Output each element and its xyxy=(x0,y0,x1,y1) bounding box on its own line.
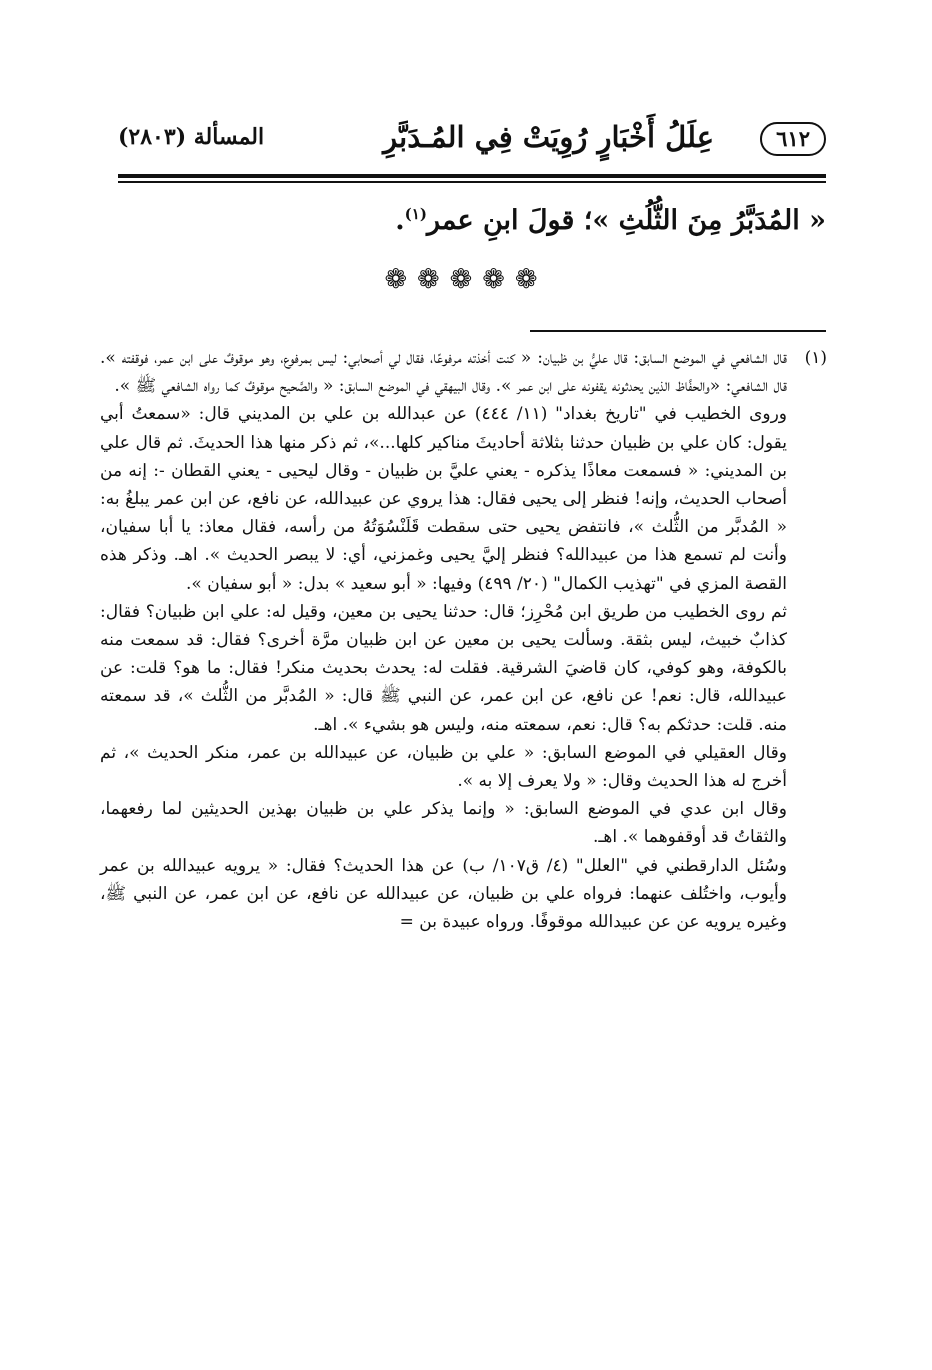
hadith-trailing: . xyxy=(395,205,405,236)
page-header xyxy=(118,118,826,168)
header-rule-thin xyxy=(118,181,826,183)
footnote-paragraph: وسُئل الدارقطني في "العلل" (٤/ ق١٠٧/ ب) عن هذا الحديث؟ فقال: « يرويه عبيدالله بن عمر وأيوب، واختُلف عنهما: فرواه علي بن ظبيان، عن عبيدالله عن نافع، عن ابن عمر، عن النبي ﷺ، وغيره يرويه عن عن عبيدالله موقوفًا. ورواه عبيدة بن = xyxy=(100,855,787,933)
footnote-row xyxy=(100,344,827,936)
book-title: عِلَلُ أَخْبَارٍ رُوِيَتْ فِي المُـدَبَّرِ xyxy=(383,120,714,154)
footnote-paragraph: وروى الخطيب في "تاريخ بغداد" (١١/ ٤٤٤) عن عبدالله بن علي بن المديني قال: «سمعتُ أبي يقول: كان علي بن ظبيان حدثنا بثلاثة أحاديثَ مناكير كلها...»، ثم ذكر منها هذا الحديثَ. ثم قال علي بن المديني: « فسمعت معاذًا يذكره - يعني عليَّ بن ظبيان - وقال ليحيى - يعني القطان -: إنه من أصحاب الحديث، وإنه! فنظر إلى يحيى فقال: هذا يروي عن عبيدالله، عن نافع، عن ابن عمر يبلغُ به: « المُدبَّر من الثُّلث »، فانتفض يحيى حتى سقطت قَلَنْسُوَتُهُ من رأسه، فقال معاذ: يا أبا سفيان، وأنت لم تسمع هذا من عبيدالله؟ فنظر إليَّ يحيى وغمزني، أي: لا يبصر الحديث ». اهـ. وذكر هذه القصة المزي في "تهذيب الكمال" (٢٠/ ٤٩٩) وفيها: « أبو سعيد » بدل: « أبو سفيان ». xyxy=(100,404,788,594)
footnote-rule xyxy=(530,330,826,332)
footnote-paragraph: قال الشافعي في الموضع السابق: قال عليُّ بن ظبيان: « كنت أخذته مرفوعًا، فقال لي أصحابي: ليس بمرفوع، وهو موقوفٌ على ابن عمر، فوقفته ». قال الشافعي: «والحفَّاظ الذين يحدثونه يقفونه على ابن عمر ». وقال البيهقي في الموضع السابق: « والصَّحيح موقوفٌ كما رواه الشافعي ﷺ ». xyxy=(100,348,787,397)
hadith-text-line xyxy=(116,192,826,243)
header-rule-thick xyxy=(118,174,826,178)
ornament-divider: ❁❁❁❁❁ xyxy=(384,264,548,295)
footnote-paragraph: ثم روى الخطيب من طريق ابن مُحْرِز؛ قال: حدثنا يحيى بن معين، وقيل له: علي ابن ظبيان؟ فقال: كذابٌ خبيث، ليس بثقة. وسألت يحيى بن معين عن ابن ظبيان مرَّة أخرى؟ فقال: قد سمعت منه بالكوفة، وهو كوفي، كان قاضيَ الشرقية. فقلت له: يحدث بحديث منكر! فقال: ما هو؟ قلت: عن عبيدالله، قال: نعم! عن نافع، عن ابن عمر، عن النبي ﷺ قال: « المُدبَّر من الثُّلث »، قد سمعته منه. قلت: حدثكم به؟ قال: نعم، سمعته منه، وليس هو بشيء ». اهـ. xyxy=(100,601,787,735)
footnote-number: (١) xyxy=(804,348,827,368)
footnote-paragraph: وقال ابن عدي في الموضع السابق: « وإنما يذكر علي بن ظبيان بهذين الحديثين لما رفعهما، والثقاتُ قد أوقفوهما ». اهـ. xyxy=(100,799,787,848)
footnotes-section xyxy=(100,344,827,936)
hadith-text: « المُدَبَّرُ مِنَ الثُّلُثِ »؛ قولَ ابنِ عمر xyxy=(426,205,826,236)
footnote-reference: (١) xyxy=(404,205,427,223)
page-number: ٦١٢ xyxy=(760,122,826,156)
issue-label: المسألة (٢٨٠٣) xyxy=(118,124,265,150)
footnote-paragraph: وقال العقيلي في الموضع السابق: « علي بن ظبيان، عن عبيدالله بن عمر، منكر الحديث »، ثم أخرج له هذا الحديث وقال: « ولا يعرف إلا به ». xyxy=(100,742,787,792)
footnote-body xyxy=(100,344,787,936)
